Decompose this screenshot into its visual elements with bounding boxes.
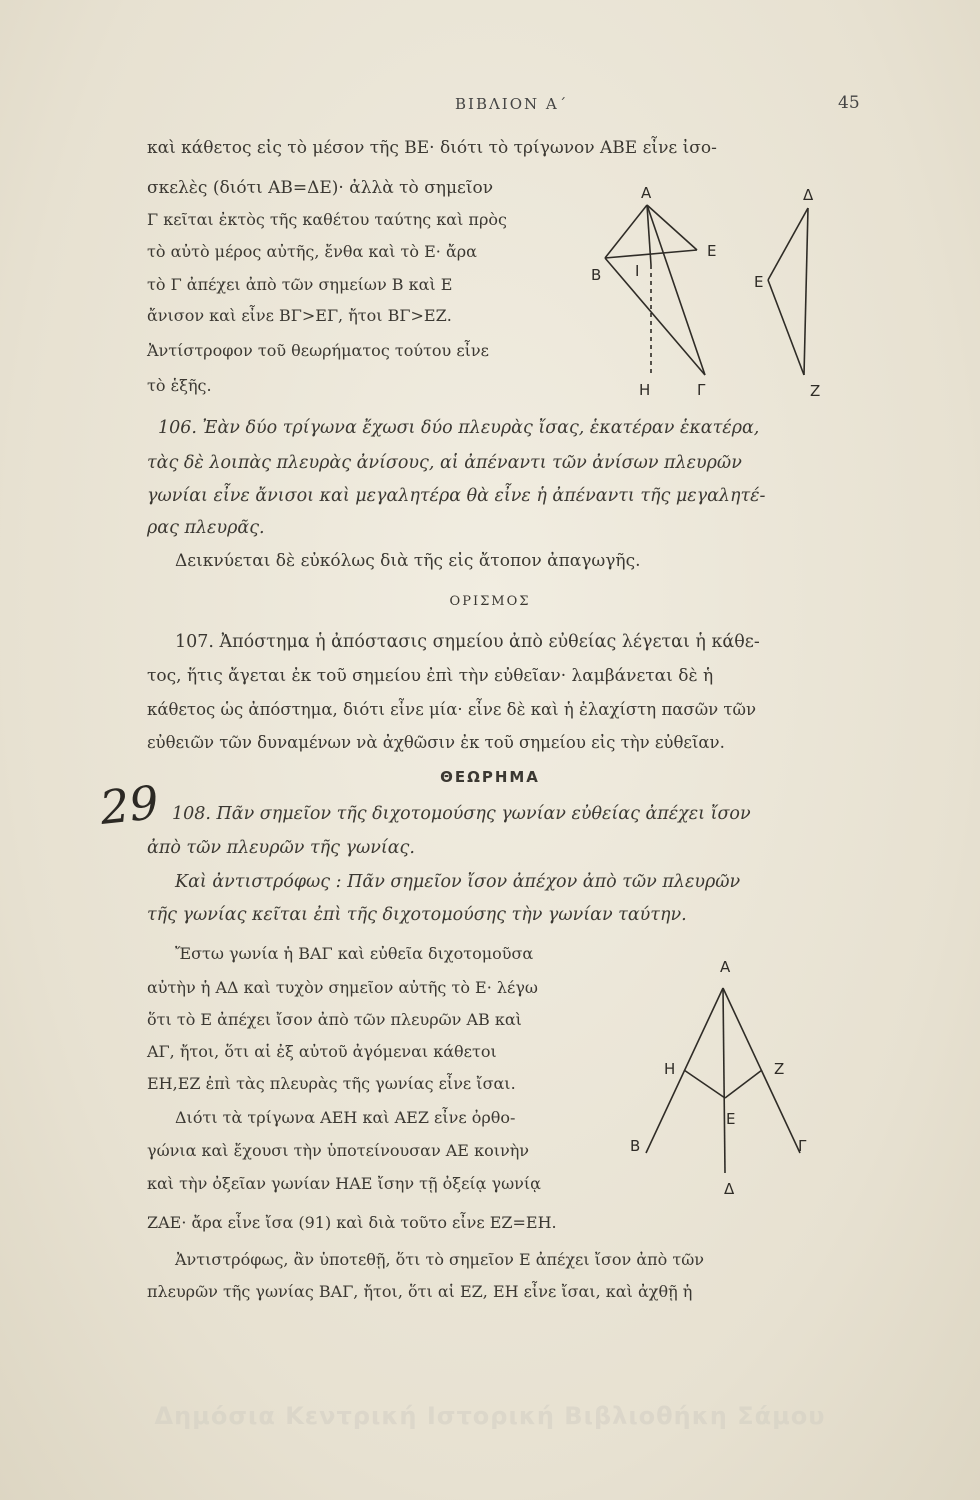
theorem-heading: ΘΕΩΡΗΜΑ [440, 768, 540, 786]
label-d: Δ [803, 186, 814, 204]
running-head: ΒΙΒΛΙΟΝ Α΄ [455, 95, 569, 113]
definition-heading: ΟΡΙΣΜΟΣ [449, 594, 531, 609]
theorem-106-line: Δεικνύεται δὲ εὐκόλως διὰ τῆς εἰς ἄτοπον ἀπαγωγῆς. [175, 551, 641, 571]
definition-107-line: κάθετος ὡς ἀπόστημα, διότι εἶνε μία· εἶνε δὲ καὶ ἡ ἐλαχίστη πασῶν τῶν [147, 700, 757, 719]
label-b: Β [591, 266, 602, 284]
page-header [0, 95, 980, 125]
label-a3: Α [720, 958, 731, 976]
proof-108-line: καὶ τὴν ὀξεῖαν γωνίαν ΗΑΕ ἴσην τῇ ὀξείᾳ γωνίᾳ [147, 1174, 541, 1193]
definition-107-line: 107. Ἀπόστημα ἡ ἀπόστασις σημείου ἀπὸ εὐθείας λέγεται ἡ κάθε- [175, 632, 760, 652]
proof-108-line: ΕΗ,ΕΖ ἐπὶ τὰς πλευρὰς τῆς γωνίας εἶνε ἴσαι. [147, 1074, 516, 1093]
text-line: τὸ Γ ἀπέχει ἀπὸ τῶν σημείων Β καὶ Ε [147, 275, 453, 294]
definition-107-line: τος, ἥτις ἄγεται ἐκ τοῦ σημείου ἐπὶ τὴν εὐθεῖαν· λαμβάνεται δὲ ἡ [147, 666, 714, 686]
theorem-106-line: γωνίαι εἶνε ἄνισοι καὶ μεγαλητέρα θὰ εἶνε ἡ ἀπέναντι τῆς μεγαλητέ- [147, 486, 766, 506]
definition-107-line: εὐθειῶν τῶν δυναμένων νὰ ἀχθῶσιν ἐκ τοῦ σημείου εἰς τὴν εὐθεῖαν. [147, 733, 725, 752]
label-e2: Ε [754, 273, 764, 291]
theorem-108-line: τῆς γωνίας κεῖται ἐπὶ τῆς διχοτομούσης τὴν γωνίαν ταύτην. [147, 905, 687, 925]
label-h3: Η [664, 1060, 676, 1078]
label-e: Ε [707, 242, 717, 260]
text-line: τὸ αὐτὸ μέρος αὐτῆς, ἔνθα καὶ τὸ Ε· ἄρα [147, 242, 477, 261]
theorem-108-line: Καὶ ἀντιστρόφως : Πᾶν σημεῖον ἴσον ἀπέχον ἀπὸ τῶν πλευρῶν [175, 872, 741, 892]
proof-108-line: ΖΑΕ· ἄρα εἶνε ἴσα (91) καὶ διὰ τοῦτο εἶνε ΕΖ=ΕΗ. [147, 1213, 557, 1232]
label-h: Η [639, 381, 651, 399]
text-line: σκελὲς (διότι ΑΒ=ΔΕ)· ἀλλὰ τὸ σημεῖον [147, 178, 494, 198]
text-line: Ἀντίστροφον τοῦ θεωρήματος τούτου εἶνε [147, 341, 489, 360]
proof-108-line: Ἀντιστρόφως, ἂν ὑποτεθῇ, ὅτι τὸ σημεῖον Ε ἀπέχει ἴσον ἀπὸ τῶν [175, 1250, 704, 1269]
text-line: καὶ κάθετος εἰς τὸ μέσον τῆς ΒΕ· διότι τὸ τρίγωνον ΑΒΕ εἶνε ἰσο- [147, 138, 717, 158]
figure-angle-bisector [628, 948, 818, 1198]
page-number: 45 [838, 93, 860, 113]
figure-triangle-dez [748, 180, 838, 405]
theorem-106-line: 106. Ἐὰν δύο τρίγωνα ἔχωσι δύο πλευρὰς ἴσας, ἑκατέραν ἑκατέρα, [158, 418, 760, 438]
proof-108-line: πλευρῶν τῆς γωνίας ΒΑΓ, ἤτοι, ὅτι αἱ ΕΖ, ΕΗ εἶνε ἴσαι, καὶ ἀχθῇ ἡ [147, 1282, 693, 1301]
label-a: Α [641, 184, 652, 202]
theorem-108-line: 108. Πᾶν σημεῖον τῆς διχοτομούσης γωνίαν εὐθείας ἀπέχει ἴσον [172, 804, 751, 824]
label-g: Γ [697, 381, 706, 399]
theorem-106-line: ρας πλευρᾶς. [147, 518, 265, 538]
proof-108-line: ΑΓ, ἤτοι, ὅτι αἱ ἐξ αὐτοῦ ἀγόμεναι κάθετοι [147, 1042, 497, 1061]
library-watermark: Δημόσια Κεντρική Ιστορική Βιβλιοθήκη Σάμου [154, 1402, 826, 1430]
label-z: Ζ [810, 382, 821, 400]
proof-108-line: γώνια καὶ ἔχουσι τὴν ὑποτείνουσαν ΑΕ κοινὴν [147, 1141, 530, 1160]
theorem-106-line: τὰς δὲ λοιπὰς πλευρὰς ἀνίσους, αἱ ἀπέναντι τῶν ἀνίσων πλευρῶν [147, 453, 742, 473]
text-line: ἄνισον καὶ εἶνε ΒΓ>ΕΓ, ἤτοι ΒΓ>ΕΖ. [147, 306, 452, 325]
proof-108-line: αὐτὴν ἡ ΑΔ καὶ τυχὸν σημεῖον αὐτῆς τὸ Ε· λέγω [147, 978, 538, 997]
label-b3: Β [630, 1137, 641, 1155]
text-line: τὸ ἑξῆς. [147, 376, 212, 395]
label-d3: Δ [724, 1180, 735, 1198]
text-line: Γ κεῖται ἐκτὸς τῆς καθέτου ταύτης καὶ πρὸς [147, 210, 507, 229]
label-i: Ι [635, 262, 640, 280]
figure-triangle-abe [585, 180, 745, 405]
proof-108-line: Διότι τὰ τρίγωνα ΑΕΗ καὶ ΑΕΖ εἶνε ὀρθο- [175, 1108, 516, 1127]
label-z3: Ζ [774, 1060, 785, 1078]
handwritten-note: 29 [97, 775, 162, 835]
label-g3: Γ [798, 1137, 807, 1155]
proof-108-line: ὅτι τὸ Ε ἀπέχει ἴσον ἀπὸ τῶν πλευρῶν ΑΒ καὶ [147, 1010, 522, 1029]
label-e3: Ε [726, 1110, 736, 1128]
proof-108-line: Ἔστω γωνία ἡ ΒΑΓ καὶ εὐθεῖα διχοτομοῦσα [175, 944, 534, 963]
theorem-108-line: ἀπὸ τῶν πλευρῶν τῆς γωνίας. [147, 838, 415, 858]
